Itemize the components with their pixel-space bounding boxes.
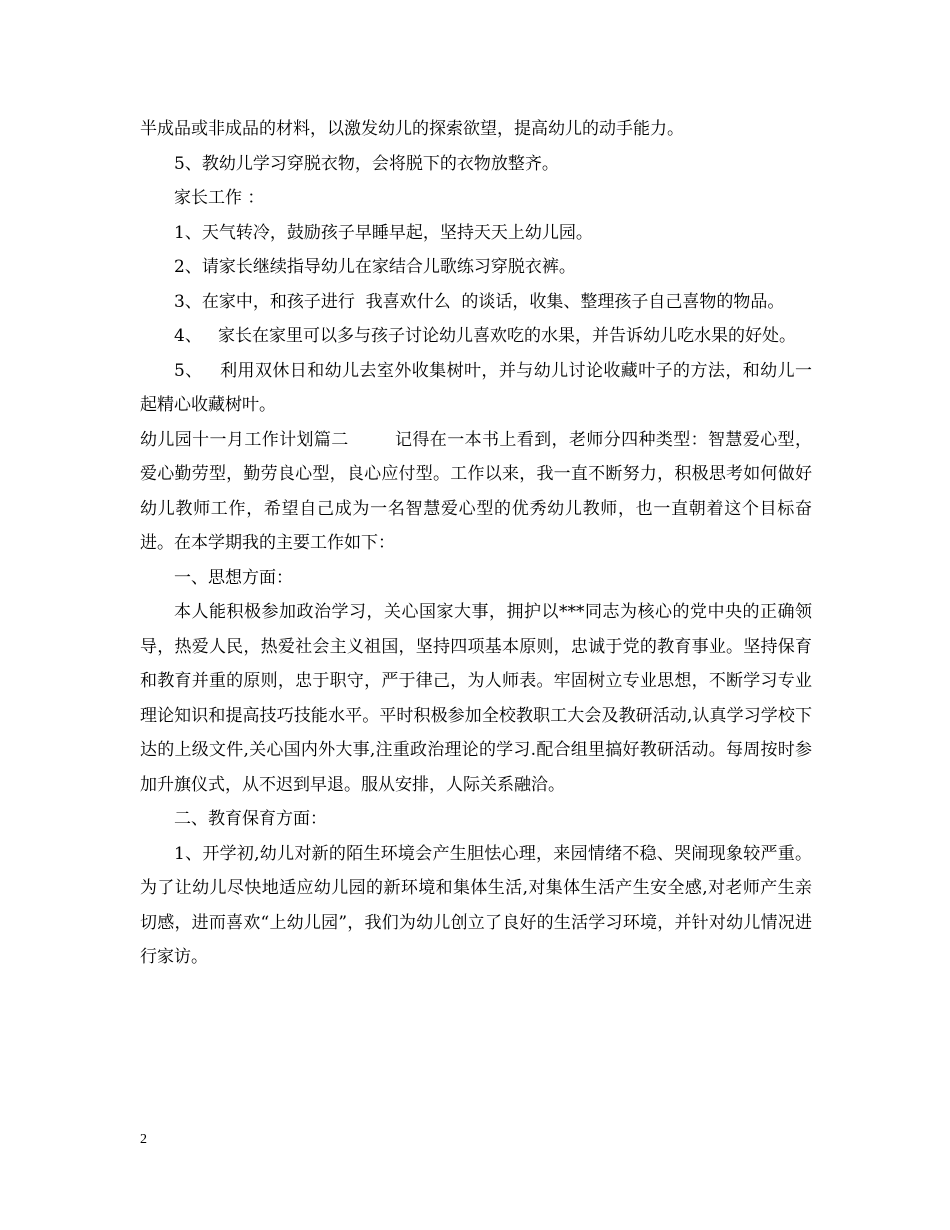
document-body: [140, 112, 812, 975]
paragraph-2: 5、教幼儿学习穿脱衣物，会将脱下的衣物放整齐。: [174, 153, 559, 174]
section-heading-ideology: 一、思想方面：: [174, 567, 293, 588]
paragraph-4: 1、天气转冷，鼓励孩子早睡早起，坚持天天上幼儿园。: [174, 222, 593, 243]
paragraph-5: 2、请家长继续指导幼儿在家结合儿歌练习穿脱衣裤。: [174, 257, 576, 277]
paragraph-13: 1、开学初,幼儿对新的陌生环境会产生胆怯心理，来园情绪不稳、哭闹现象较严重。为了让幼儿尽快地适应幼儿园的新环境和集体生活,对集体生活产生安全感,对老师产生亲切感，进而喜欢“上幼儿园”，我们为幼儿创立了良好的生活学习环境，并针对幼儿情况进行家访。: [140, 843, 812, 967]
paragraph-7: 4、 家长在家里可以多与孩子讨论幼儿喜欢吃的水果，并告诉幼儿吃水果的好处。: [174, 326, 797, 346]
paragraph-9: 幼儿园十一月工作计划篇二 记得在一本书上看到，老师分四种类型：智慧爱心型，爱心勤劳型，勤劳良心型，良心应付型。工作以来，我一直不断努力，积极思考如何做好幼儿教师工作，希望自己成为一名智慧爱心型的优秀幼儿教师，也一直朝着这个目标奋进。在本学期我的主要工作如下：: [140, 429, 812, 553]
section-heading-education: 二、教育保育方面：: [174, 809, 327, 829]
paragraph-8: 5、 利用双休日和幼儿去室外收集树叶，并与幼儿讨论收藏叶子的方法，和幼儿一起精心收藏树叶。: [140, 360, 812, 415]
section-heading-parent-work: 家长工作 ：: [174, 188, 265, 208]
paragraph-6: 3、在家中，和孩子进行 我喜欢什么 的谈话，收集、整理孩子自己喜物的物品。: [174, 291, 785, 312]
paragraph-11: 本人能积极参加政治学习，关心国家大事，拥护以***同志为核心的党中央的正确领导，热爱人民，热爱社会主义祖国，坚持四项基本原则，忠诚于党的教育事业。坚持保育和教育并重的原则，忠于职守，严于律己，为人师表。牢固树立专业思想，不断学习专业理论知识和提高技巧技能水平。平时积极参加全校教职工大会及教研活动,认真学习学校下达的上级文件,关心国内外大事,注重政治理论的学习.配合组里搞好教研活动。每周按时参加升旗仪式，从不迟到早退。服从安排，人际关系融洽。: [140, 602, 812, 795]
paragraph-1: 半成品或非成品的材料，以激发幼儿的探索欲望，提高幼儿的动手能力。: [140, 119, 684, 139]
page-number: 2: [140, 1132, 147, 1147]
